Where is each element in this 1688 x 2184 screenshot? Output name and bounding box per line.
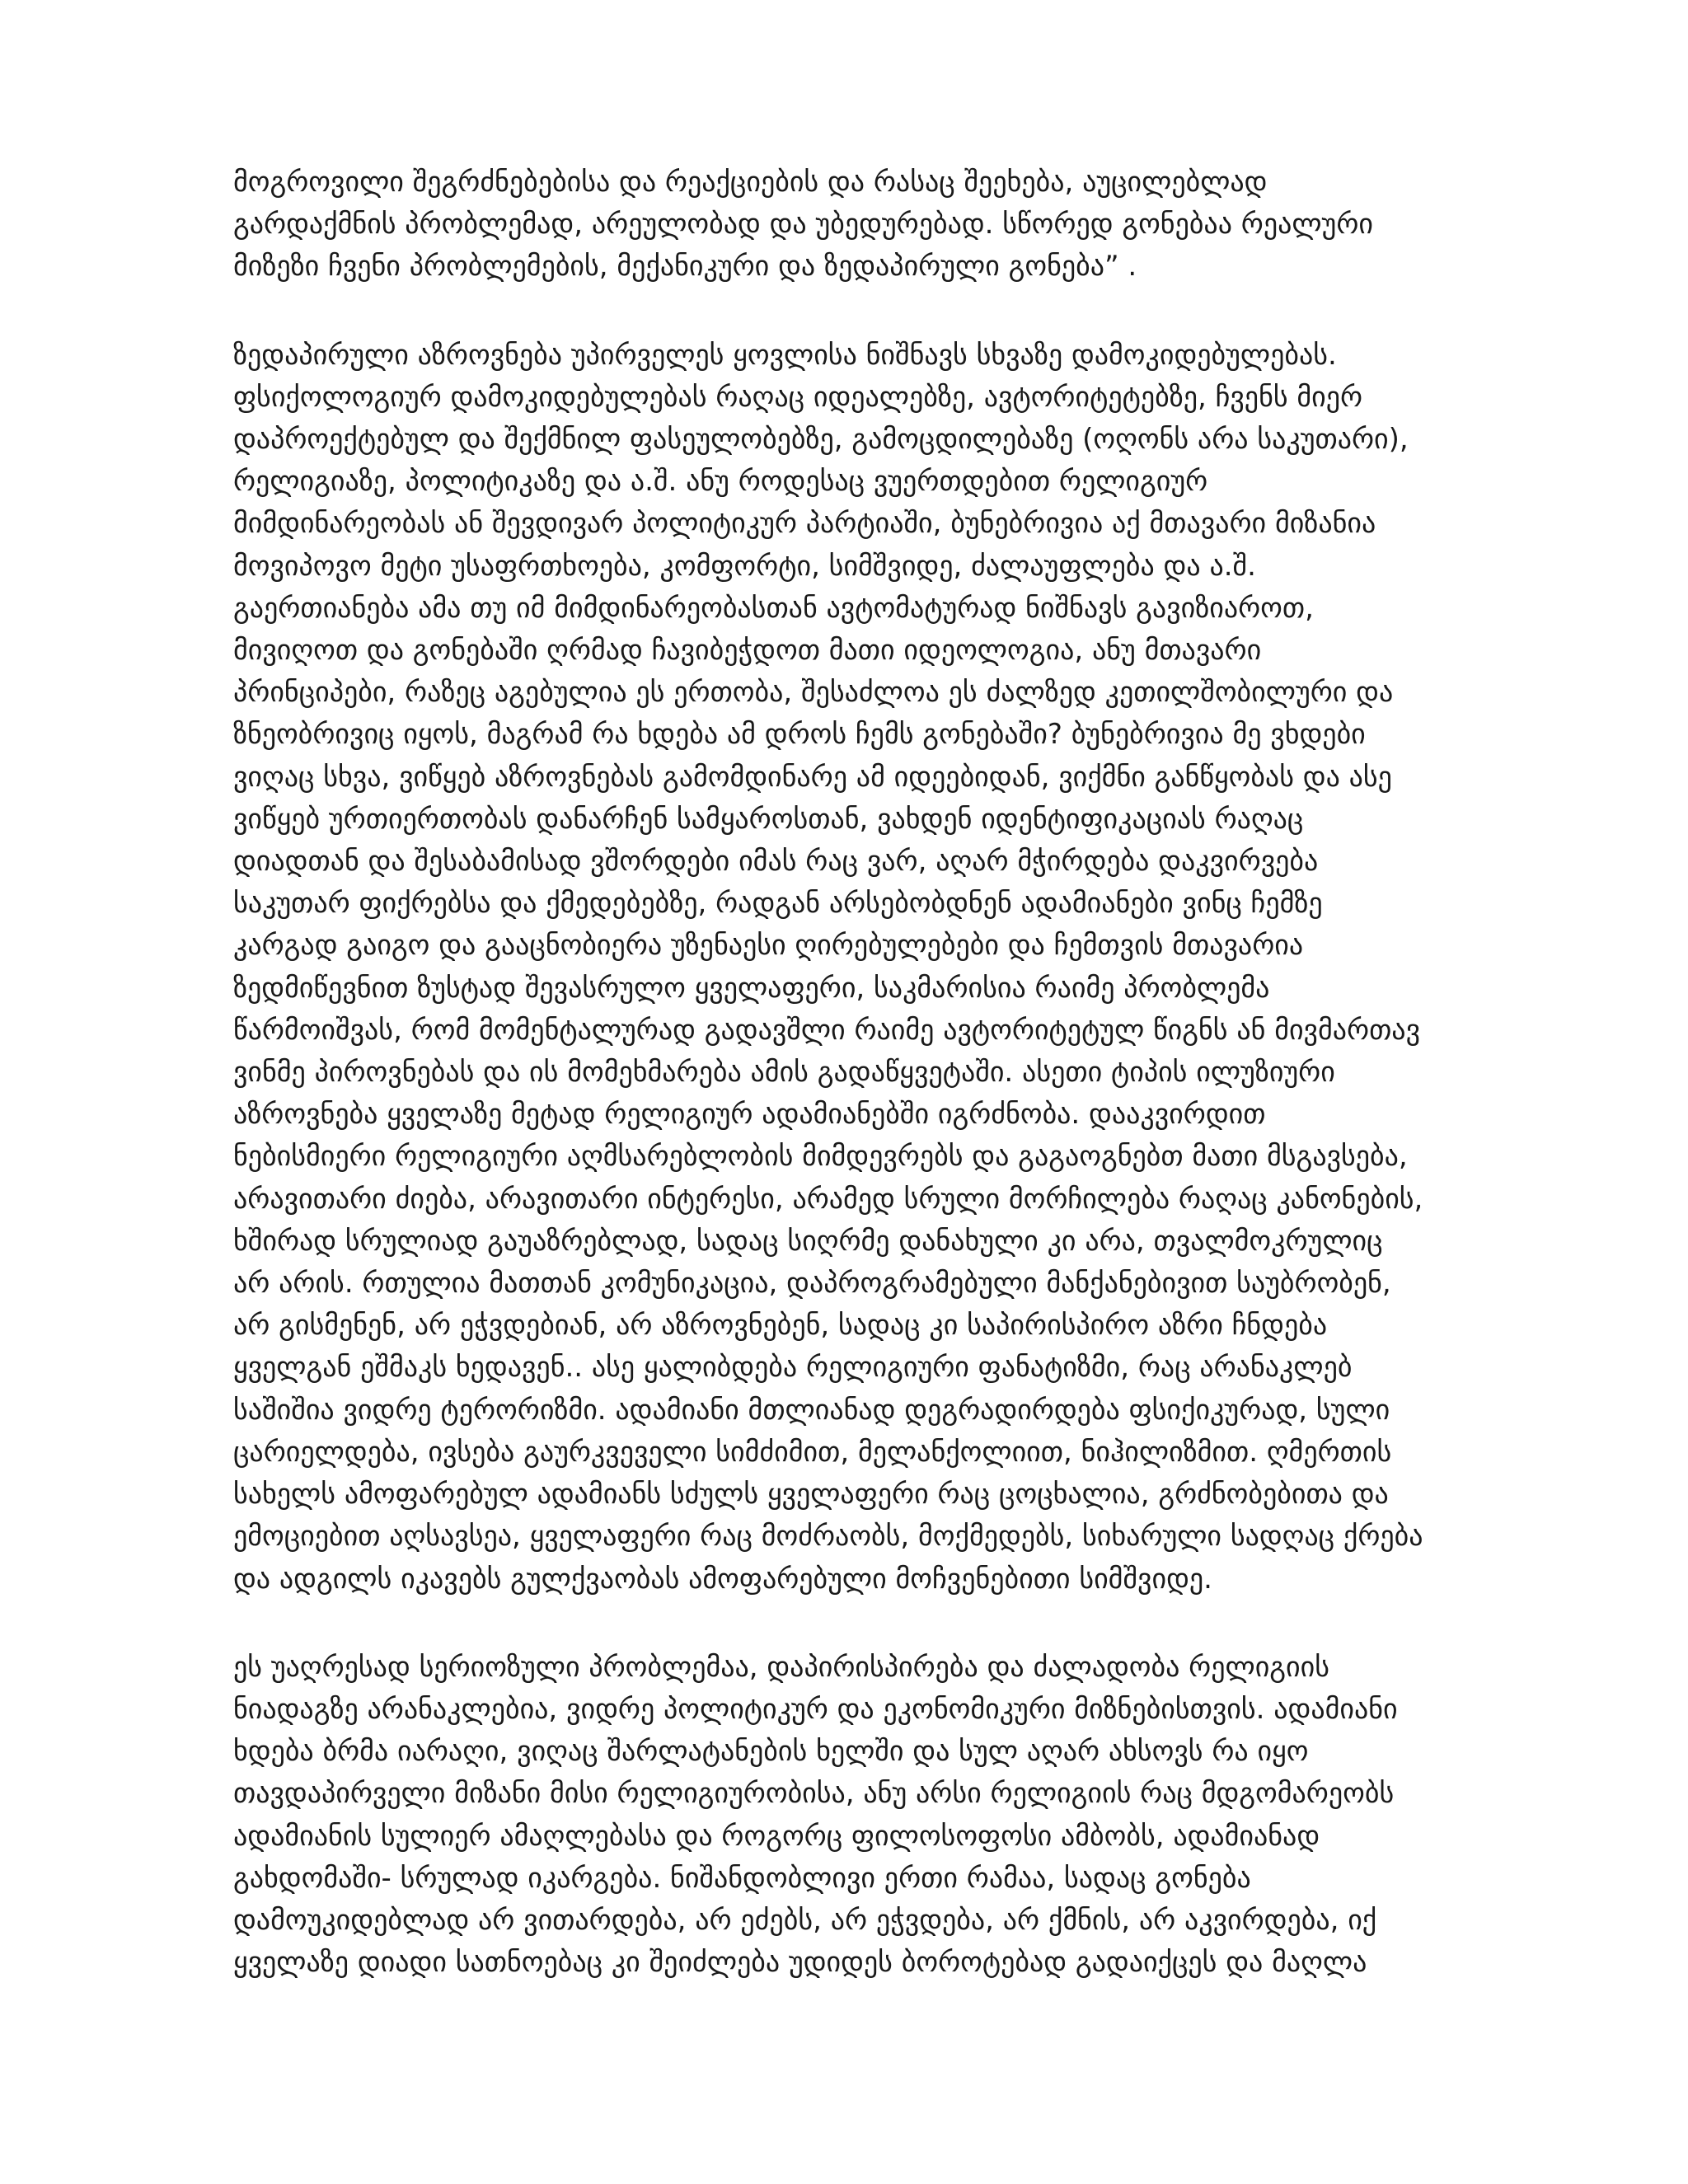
- document-body: [233, 162, 1585, 1984]
- paragraph-3: ეს უაღრესად სერიოზული პრობლემაა, დაპირისპირება და ძალადობა რელიგიის ნიადაგზე არანაკლებია, ვიდრე პოლიტიკურ და ეკონომიკური მიზნებისთვის. ადამიანი ხდება ბრმა იარაღი, ვიღაც შარლატანების ხელში და სულ აღარ ახსოვს რა იყო თავდაპირველი მიზანი მისი რელიგიურობისა, ანუ არსი რელიგიის რაც მდგომარეობს ადამიანის სულიერ ამაღლებასა და როგორც ფილოსოფოსი ამბობს, ადამიანად გახდომაში- სრულად იკარგება. ნიშანდობლივი ერთი რამაა, სადაც გონება დამოუკიდებლად არ ვითარდება, არ ეძებს, არ ეჭვდება, არ ქმნის, არ აკვირდება, იქ ყველაზე დიადი სათნოებაც კი შეიძლება უდიდეს ბოროტებად გადაიქცეს და მაღლა: [233, 1650, 1398, 1980]
- paragraph-2: ზედაპირული აზროვნება უპირველეს ყოვლისა ნიშნავს სხვაზე დამოკიდებულებას. ფსიქოლოგიურ დამოკიდებულებას რაღაც იდეალებზე, ავტორიტეტებზე, ჩვენს მიერ დაპროექტებულ და შექმნილ ფასეულობებზე, გამოცდილებაზე (ოღონს არა საკუთარი), რელიგიაზე, პოლიტიკაზე და ა.შ. ანუ როდესაც ვუერთდებით რელიგიურ მიმდინარეობას ან შევდივარ პოლიტიკურ პარტიაში, ბუნებრივია აქ მთავარი მიზანია მოვიპოვო მეტი უსაფრთხოება, კომფორტი, სიმშვიდე, ძალაუფლება და ა.შ. გაერთიანება ამა თუ იმ მიმდინარეობასთან ავტომატურად ნიშნავს გავიზიაროთ, მივიღოთ და გონებაში ღრმად ჩავიბეჭდოთ მათი იდეოლოგია, ანუ მთავარი პრინციპები, რაზეც აგებულია ეს ერთობა, შესაძლოა ეს ძალზედ კეთილშობილური და ზნეობრივიც იყოს, მაგრამ რა ხდება ამ დროს ჩემს გონებაში? ბუნებრივია მე ვხდები ვიღაც სხვა, ვიწყებ აზროვნებას გამომდინარე ამ იდეებიდან, ვიქმნი განწყობას და ასე ვიწყებ ურთიერთობას დანარჩენ სამყაროსთან, ვახდენ იდენტიფიკაციას რაღაც დიადთან და შესაბამისად ვშორდები იმას რაც ვარ, აღარ მჭირდება დაკვირვება საკუთარ ფიქრებსა და ქმედებებზე, რადგან არსებობდნენ ადამიანები ვინც ჩემზე კარგად გაიგო და გააცნობიერა უზენაესი ღირებულებები და ჩემთვის მთავარია ზედმიწევნით ზუსტად შევასრულო ყველაფერი, საკმარისია რაიმე პრობლემა წარმოიშვას, რომ მომენტალურად გადავშლი რაიმე ავტორიტეტულ წიგნს ან მივმართავ ვინმე პიროვნებას და ის მომეხმარება ამის გადაწყვეტაში. ასეთი ტიპის ილუზიური აზროვნება ყველაზე მეტად რელიგიურ ადამიანებში იგრძნობა. დააკვირდით ნებისმიერი რელიგიური აღმსარებლობის მიმდევრებს და გაგაოგნებთ მათი მსგავსება, არავითარი ძიება, არავითარი ინტერესი, არამედ სრული მორჩილება რაღაც კანონების, ხშირად სრულიად გაუაზრებლად, სადაც სიღრმე დანახული კი არა, თვალმოკრულიც არ არის. რთულია მათთან კომუნიკაცია, დაპროგრამებული მანქანებივით საუბრობენ, არ გისმენენ, არ ეჭვდებიან, არ აზროვნებენ, სადაც კი საპირისპირო აზრი ჩნდება ყველგან ეშმაკს ხედავენ.. ასე ყალიბდება რელიგიური ფანატიზმი, რაც არანაკლებ საშიშია ვიდრე ტერორიზმი. ადამიანი მთლიანად დეგრადირდება ფსიქიკურად, სული ცარიელდება, ივსება გაურკვეველი სიმძიმით, მელანქოლიით, ნიჰილიზმით. ღმერთის სახელს ამოფარებულ ადამიანს სძულს ყველაფერი რაც ცოცხალია, გრძნობებითა და ემოციებით აღსავსეა, ყველაფერი რაც მოძრაობს, მოქმედებს, სიხარული სადღაც ქრება და ადგილს იკავებს გულქვაობას ამოფარებული მოჩვენებითი სიმშვიდე.: [233, 338, 1423, 1596]
- paragraph-1: მოგროვილი შეგრძნებებისა და რეაქციების და რასაც შეეხება, აუცილებლად გარდაქმნის პრობლემად, არეულობად და უბედურებად. სწორედ გონებაა რეალური მიზეზი ჩვენი პრობლემების, მექანიკური და ზედაპირული გონება” .: [233, 166, 1373, 284]
